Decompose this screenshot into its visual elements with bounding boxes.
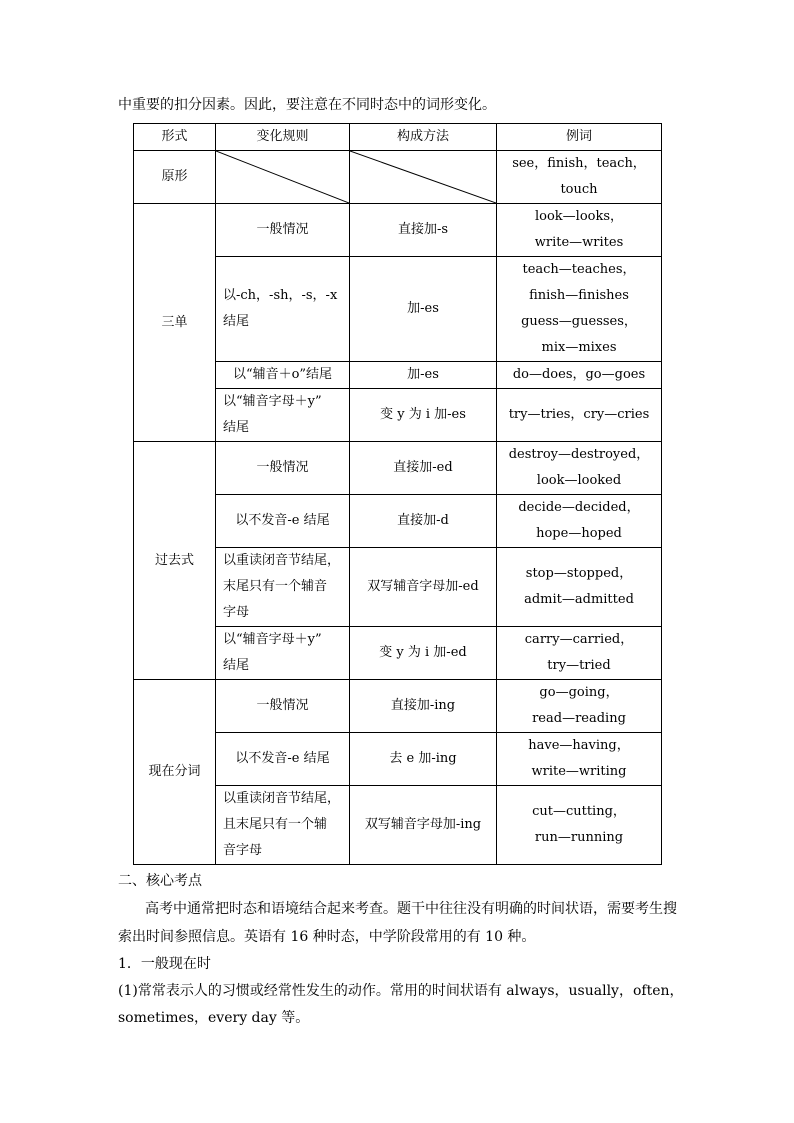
rule-line: 以重读闭音节结尾， xyxy=(223,791,341,806)
examples-cell xyxy=(497,548,662,627)
example-line: run—running xyxy=(534,830,624,845)
rule-cell xyxy=(216,495,350,548)
empty-diagonal-cell xyxy=(216,151,350,204)
rule-line: 一般情况 xyxy=(256,460,309,475)
example-line: mix—mixes xyxy=(541,340,617,355)
method-cell: 变 y 为 i 加-es xyxy=(350,389,497,442)
rule-cell xyxy=(216,389,350,442)
example-line: write—writes xyxy=(534,235,624,250)
header-cell: 变化规则 xyxy=(216,124,350,151)
example-line: hope—hoped xyxy=(536,526,622,541)
example-line: admit—admitted xyxy=(524,592,634,607)
rule-line: 以“辅音＋o”结尾 xyxy=(232,367,333,382)
rule-cell xyxy=(216,627,350,680)
examples-cell xyxy=(497,495,662,548)
examples-cell xyxy=(497,257,662,362)
example-line: cut—cutting， xyxy=(532,804,626,819)
examples-cell xyxy=(497,786,662,865)
rule-cell xyxy=(216,548,350,627)
examples-cell xyxy=(497,733,662,786)
word-form-table xyxy=(133,123,662,865)
rule-cell xyxy=(216,362,350,389)
rule-cell xyxy=(216,204,350,257)
rule-cell xyxy=(216,257,350,362)
method-cell: 直接加-ed xyxy=(350,442,497,495)
method-cell: 双写辅音字母加-ing xyxy=(350,786,497,865)
empty-diagonal-cell xyxy=(350,151,497,204)
example-line: guess—guesses， xyxy=(521,314,637,329)
examples-cell xyxy=(497,389,662,442)
rule-line: 以不发音-e 结尾 xyxy=(235,751,330,766)
method-cell: 直接加-ing xyxy=(350,680,497,733)
example-line: stop—stopped， xyxy=(525,566,633,581)
rule-line: 一般情况 xyxy=(256,222,309,237)
rule-line: 结尾 xyxy=(223,420,250,435)
examples-cell xyxy=(497,362,662,389)
example-line: try—tried xyxy=(547,658,611,673)
examples-cell xyxy=(497,442,662,495)
examples-cell xyxy=(497,627,662,680)
rule-line: 字母 xyxy=(223,605,250,620)
rule-line: 一般情况 xyxy=(256,698,309,713)
rule-line: 结尾 xyxy=(223,658,250,673)
section-heading: 二、核心考点 xyxy=(118,873,202,889)
header-cell: 例词 xyxy=(497,124,662,151)
example-line: carry—carried， xyxy=(524,632,634,647)
example-line: try—tries，cry—cries xyxy=(508,407,650,422)
header-cell: 形式 xyxy=(134,124,216,151)
method-cell: 直接加-d xyxy=(350,495,497,548)
paragraph-line-2: 索出时间参照信息。英语有 16 种时态，中学阶段常用的有 10 种。 xyxy=(118,929,536,945)
method-cell: 加-es xyxy=(350,362,497,389)
examples-cell: see，finish，teach，touch xyxy=(497,151,662,204)
rule-line: 以“辅音字母＋y” xyxy=(223,394,322,409)
rule-line: 以重读闭音节结尾， xyxy=(223,553,341,568)
method-cell: 变 y 为 i 加-ed xyxy=(350,627,497,680)
example-line: look—looks， xyxy=(534,209,624,224)
rule-line: 且末尾只有一个辅 xyxy=(223,817,328,832)
example-line: decide—decided， xyxy=(518,500,640,515)
examples-cell xyxy=(497,680,662,733)
sub-item-line-2: sometimes，every day 等。 xyxy=(118,1010,310,1026)
table-row xyxy=(134,204,662,257)
example-line: finish—finishes xyxy=(529,288,629,303)
intro-line: 中重要的扣分因素。因此，要注意在不同时态中的词形变化。 xyxy=(118,97,496,113)
example-line: have—having， xyxy=(528,738,630,753)
rule-cell xyxy=(216,733,350,786)
rule-line: 以不发音-e 结尾 xyxy=(235,513,330,528)
rule-line: 末尾只有一个辅音 xyxy=(223,579,328,594)
method-cell: 直接加-s xyxy=(350,204,497,257)
paragraph-line-1: 高考中通常把时态和语境结合起来考查。题干中往往没有明确的时间状语，需要考生搜 xyxy=(145,901,677,917)
example-line: do—does，go—goes xyxy=(512,367,646,382)
base-form-row xyxy=(134,151,662,204)
rule-line: 音字母 xyxy=(223,843,263,858)
form-cell: 原形 xyxy=(134,151,216,204)
sub-item-line-1: (1)常常表示人的习惯或经常性发生的动作。常用的时间状语有 always，usually，often， xyxy=(118,983,684,999)
example-line: write—writing xyxy=(531,764,627,779)
example-line: read—reading xyxy=(532,711,626,726)
example-line: destroy—destroyed， xyxy=(508,447,650,462)
method-cell: 去 e 加-ing xyxy=(350,733,497,786)
rule-line: 结尾 xyxy=(223,314,250,329)
example-line: go—going， xyxy=(539,685,619,700)
method-cell: 双写辅音字母加-ed xyxy=(350,548,497,627)
rule-line: 以-ch，-sh，-s，-x xyxy=(223,288,338,303)
header-cell: 构成方法 xyxy=(350,124,497,151)
header-row xyxy=(134,124,662,151)
example-line: teach—teaches， xyxy=(522,262,636,277)
table-row xyxy=(134,442,662,495)
method-cell: 加-es xyxy=(350,257,497,362)
rule-cell xyxy=(216,442,350,495)
table-row xyxy=(134,680,662,733)
item-heading: 1．一般现在时 xyxy=(118,956,211,972)
form-cell: 现在分词 xyxy=(134,680,216,865)
form-cell: 过去式 xyxy=(134,442,216,680)
rule-line: 以“辅音字母＋y” xyxy=(223,632,322,647)
examples-cell xyxy=(497,204,662,257)
rule-cell xyxy=(216,786,350,865)
example-line: look—looked xyxy=(536,473,622,488)
rule-cell xyxy=(216,680,350,733)
form-cell: 三单 xyxy=(134,204,216,442)
